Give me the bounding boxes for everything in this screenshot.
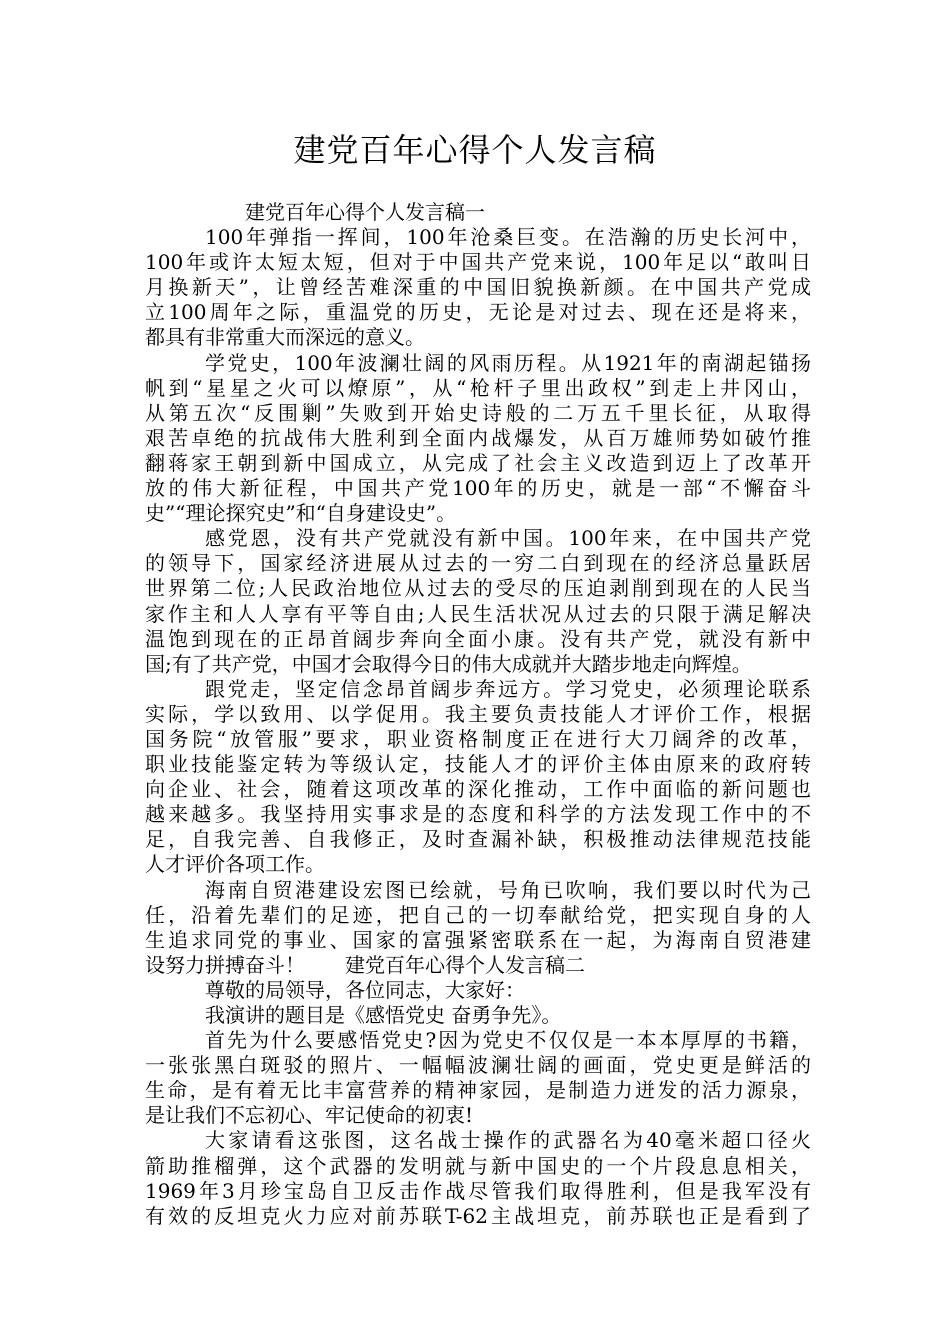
text-line: 建党百年心得个人发言稿一: [245, 200, 485, 224]
text-line: 箭助推榴弹，这个武器的发明就与新中国史的一个片段息息相关，: [145, 1153, 811, 1178]
text-line: 100年或许太短太短，但对于中国共产党来说，100年足以“敢叫日: [145, 250, 811, 275]
text-line: 从第五次“反围剿”失败到开始史诗般的二万五千里长征，从取得: [145, 400, 811, 425]
text-line: 国务院“放管服”要求，职业资格制度正在进行大刀阔斧的改革，: [145, 726, 811, 751]
text-line: 家作主和人人享有平等自由;人民生活状况从过去的只限于满足解决: [145, 601, 811, 626]
text-line: 首先为什么要感悟党史?因为党史不仅仅是一本本厚厚的书籍，: [205, 1028, 811, 1053]
text-line: 世界第二位;人民政治地位从过去的受尽的压迫剥削到现在的人民当: [145, 576, 811, 601]
text-line: 越来越多。我坚持用实事求是的态度和科学的方法发现工作中的不: [145, 802, 811, 827]
text-line: 学党史，100年波澜壮阔的风雨历程。从1921年的南湖起锚扬: [205, 350, 811, 375]
text-line: 我演讲的题目是《感悟党史 奋勇争先》。: [205, 1003, 562, 1027]
text-line: 足，自我完善、自我修正，及时查漏补缺，积极推动法律规范技能: [145, 827, 811, 852]
text-line: 跟党走，坚定信念昂首阔步奔远方。学习党史，必须理论联系: [205, 676, 811, 701]
text-line: 人才评价各项工作。: [145, 852, 325, 877]
text-line: 生追求同党的事业、国家的富强紧密联系在一起，为海南自贸港建: [145, 927, 811, 952]
text-line: 生命，是有着无比丰富营养的精神家园，是制造力迸发的活力源泉，: [145, 1078, 811, 1103]
text-line: 立100周年之际，重温党的历史，无论是对过去、现在还是将来，: [145, 300, 811, 325]
text-line: 100年弹指一挥间，100年沧桑巨变。在浩瀚的历史长河中，: [205, 225, 811, 250]
text-line: 尊敬的局领导，各位同志，大家好：: [205, 977, 525, 1002]
text-line: 1969年3月珍宝岛自卫反击作战尽管我们取得胜利，但是我军没有: [145, 1178, 811, 1203]
text-line: 的领导下，国家经济进展从过去的一穷二白到现在的经济总量跃居: [145, 551, 811, 576]
text-line: 月换新天”，让曾经苦难深重的中国旧貌换新颜。在中国共产党成: [145, 275, 811, 300]
text-line: 一张张黑白斑驳的照片、一幅幅波澜壮阔的画面，党史更是鲜活的: [145, 1053, 811, 1078]
text-line: 翻蒋家王朝到新中国成立，从完成了社会主义改造到迈上了改革开: [145, 450, 811, 475]
text-line: 职业技能鉴定转为等级认定，技能人才的评价主体由原来的政府转: [145, 752, 811, 777]
text-line: 史”“理论探究史”和“自身建设史”。: [145, 501, 457, 526]
text-line: 海南自贸港建设宏图已绘就，号角已吹响，我们要以时代为己: [205, 877, 811, 902]
text-line: 感党恩，没有共产党就没有新中国。100年来，在中国共产党: [205, 526, 811, 551]
text-line: 艰苦卓绝的抗战伟大胜利到全面内战爆发，从百万雄师势如破竹推: [145, 425, 811, 450]
text-line: 都具有非常重大而深远的意义。: [145, 325, 425, 350]
text-line: 有效的反坦克火力应对前苏联T-62主战坦克，前苏联也正是看到了: [145, 1203, 811, 1228]
document-body: [145, 200, 811, 1229]
text-line: 大家请看这张图，这名战士操作的武器名为40毫米超口径火: [205, 1128, 811, 1153]
text-line: 帆到“星星之火可以燎原”，从“枪杆子里出政权”到走上井冈山，: [145, 375, 811, 400]
text-line: 放的伟大新征程，中国共产党100年的历史，就是一部“不懈奋斗: [145, 476, 811, 501]
text-line: 任，沿着先辈们的足迹，把自己的一切奉献给党，把实现自身的人: [145, 902, 811, 927]
text-line: 国;有了共产党，中国才会取得今日的伟大成就并大踏步地走向辉煌。: [145, 651, 752, 676]
text-line: 温饱到现在的正昂首阔步奔向全面小康。没有共产党，就没有新中: [145, 626, 811, 651]
text-line: 设努力拼搏奋斗！ 建党百年心得个人发言稿二: [145, 952, 585, 977]
document-title: 建党百年心得个人发言稿: [293, 131, 657, 169]
text-line: 实际，学以致用、以学促用。我主要负责技能人才评价工作，根据: [145, 701, 811, 726]
text-line: 是让我们不忘初心、牢记使命的初衷!: [145, 1103, 474, 1128]
text-line: 向企业、社会，随着这项改革的深化推动，工作中面临的新问题也: [145, 777, 811, 802]
